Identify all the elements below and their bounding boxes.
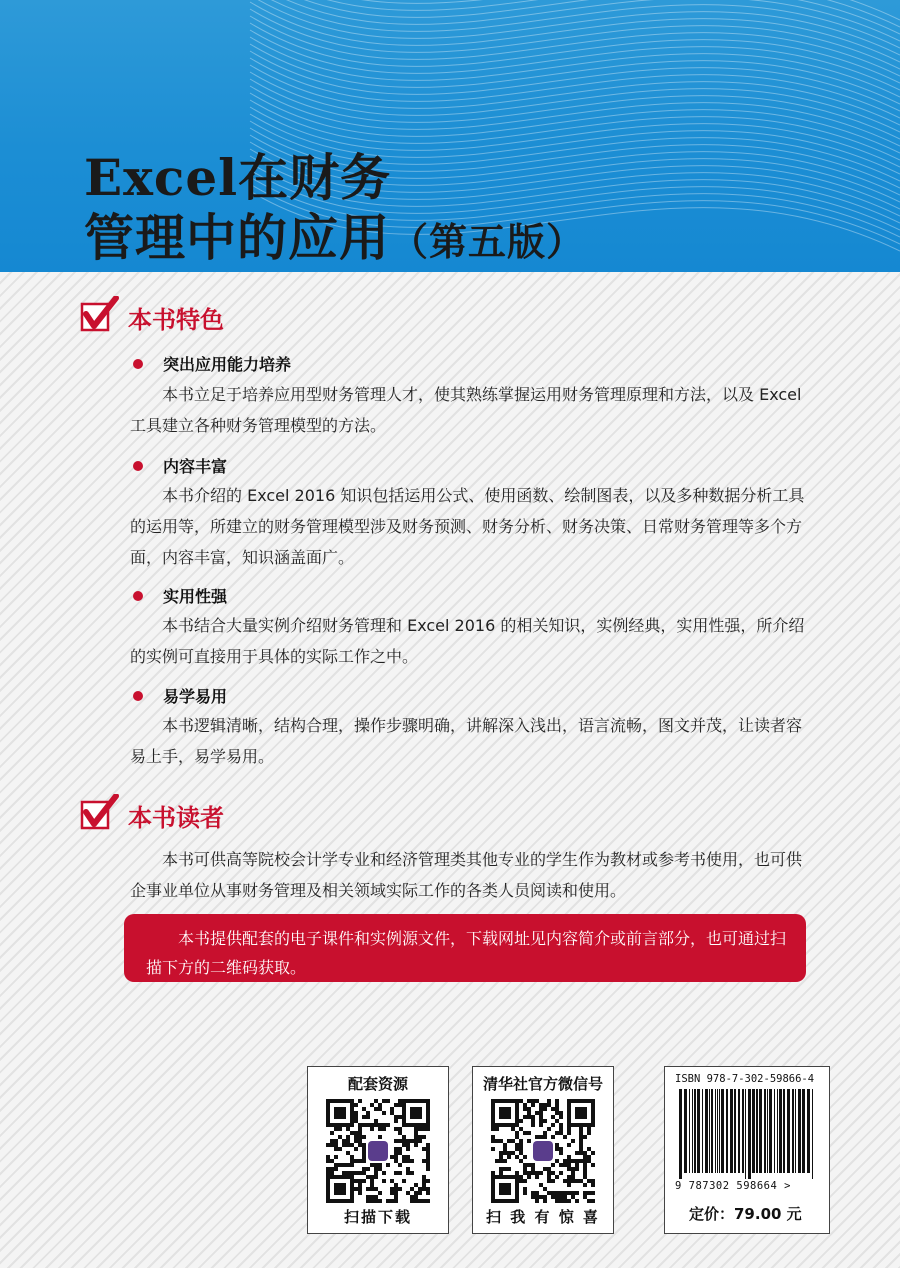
feature-item-1-text: 本书立足于培养应用型财务管理人才，使其熟练掌握运用财务管理原理和方法，以及 Excel 工具建立各种财务管理模型的方法。 bbox=[130, 385, 802, 435]
qr-code-icon[interactable] bbox=[326, 1099, 430, 1203]
book-edition: （第五版） bbox=[390, 219, 586, 264]
isbn-barcode-card bbox=[664, 1066, 830, 1234]
bullet-dot-icon bbox=[133, 359, 143, 369]
qr-code-icon[interactable] bbox=[491, 1099, 595, 1203]
isbn-number: ISBN 978-7-302-59866-4 bbox=[675, 1073, 815, 1085]
feature-item-4-text: 本书逻辑清晰，结构合理，操作步骤明确，讲解深入浅出，语言流畅，图文并茂，让读者容易上手，易学易用。 bbox=[130, 716, 803, 766]
readers-title: 本书读者 bbox=[128, 803, 224, 832]
checkmark-icon bbox=[80, 794, 120, 830]
book-title-line2 bbox=[84, 198, 585, 270]
qr-title: 配套资源 bbox=[347, 1075, 408, 1093]
readers-text: 本书可供高等院校会计学专业和经济管理类其他专业的学生作为教材或参考书使用，也可供企事业单位从事财务管理及相关领域实际工作的各类人员阅读和使用。 bbox=[130, 850, 803, 900]
feature-item-1-label: 突出应用能力培养 bbox=[133, 352, 291, 375]
bullet-dot-icon bbox=[133, 591, 143, 601]
book-title-main: 管理中的应用 bbox=[84, 208, 390, 267]
features-title: 本书特色 bbox=[128, 305, 224, 334]
qr-card-wechat bbox=[472, 1066, 614, 1234]
barcode-digits: 9 787302 598664 > bbox=[675, 1180, 791, 1192]
resource-notice-banner bbox=[124, 914, 806, 982]
qr-title: 清华社官方微信号 bbox=[482, 1075, 603, 1093]
book-title-line1: Excel在财务 bbox=[84, 148, 392, 207]
bullet-dot-icon bbox=[133, 461, 143, 471]
feature-item-4-label: 易学易用 bbox=[133, 684, 227, 707]
qr-caption: 扫 我 有 惊 喜 bbox=[486, 1208, 600, 1226]
barcode-icon bbox=[675, 1089, 819, 1179]
qr-caption: 扫描下载 bbox=[343, 1208, 412, 1226]
feature-item-3-text: 本书结合大量实例介绍财务管理和 Excel 2016 的相关知识，实例经典，实用性强，所介绍的实例可直接用于具体的实际工作之中。 bbox=[130, 616, 805, 666]
checkmark-icon bbox=[80, 296, 120, 332]
feature-item-3-label: 实用性强 bbox=[133, 584, 227, 607]
bullet-dot-icon bbox=[133, 691, 143, 701]
price-label: 定价：79.00 元 bbox=[689, 1205, 802, 1223]
qr-card-resources bbox=[307, 1066, 449, 1234]
resource-notice-text: 本书提供配套的电子课件和实例源文件，下载网址见内容简介或前言部分，也可通过扫描下方的二维码获取。 bbox=[146, 929, 787, 977]
feature-item-2-label: 内容丰富 bbox=[133, 454, 227, 477]
feature-item-2-text: 本书介绍的 Excel 2016 知识包括运用公式、使用函数、绘制图表，以及多种数据分析工具的运用等，所建立的财务管理模型涉及财务预测、财务分析、财务决策、日常财务管理等多个方面，内容丰富，知识涵盖面广。 bbox=[130, 486, 805, 567]
cover-header bbox=[0, 0, 900, 272]
